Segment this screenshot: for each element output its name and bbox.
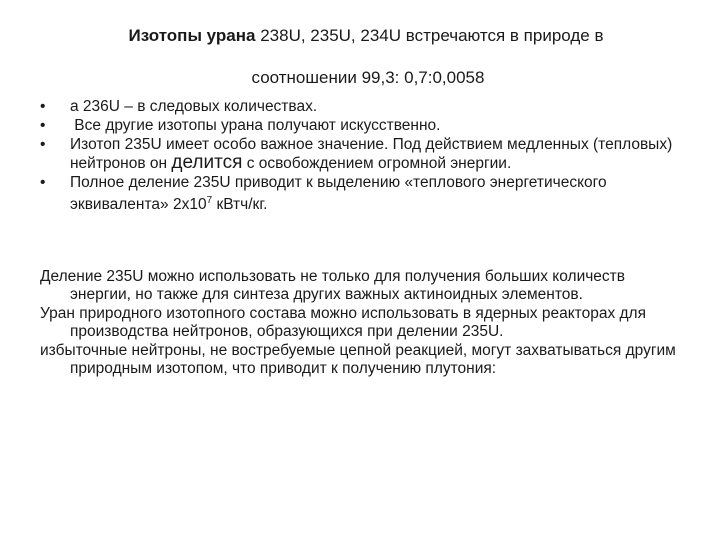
paragraph-natural-uranium: Уран природного изотопного состава можно использовать в ядерных реакторах для производства нейтронов, образующихся при делении 235U. bbox=[40, 305, 646, 340]
bullet-text-before: Полное деление 235U приводит к выделению «теплового энергетического эквивалента» 2х10 bbox=[70, 174, 607, 213]
paragraph-excess-neutrons: избыточные нейтроны, не востребуемые цепной реакцией, могут захватываться другим природным изотопом, что приводит к получению плутония: bbox=[40, 342, 676, 377]
bullet-marker: • bbox=[40, 117, 46, 134]
bullet-text-before: Изотоп 235U имеет особо важное значение. Под действием медленных (тепловых) нейтронов он bbox=[70, 136, 673, 172]
bullet-item bbox=[40, 136, 680, 173]
bullet-marker: • bbox=[40, 98, 46, 115]
slide-title-line-1 bbox=[0, 26, 720, 46]
bullet-item bbox=[40, 98, 680, 116]
bullet-list bbox=[40, 98, 680, 215]
bullet-item bbox=[40, 174, 680, 214]
slide-title-line-2: соотношении 99,3: 0,7:0,0058 bbox=[251, 68, 485, 87]
bullet-item bbox=[40, 117, 680, 135]
title-bold-part: Изотопы урана bbox=[128, 26, 256, 45]
bullet-text-after: кВтч/кг. bbox=[212, 196, 268, 213]
bullet-marker: • bbox=[40, 174, 46, 191]
bullet-marker: • bbox=[40, 136, 46, 153]
bullet-text-after: с освобождением огромной энергии. bbox=[242, 155, 512, 172]
paragraph-fission-use: Деление 235U можно использовать не только для получения больших количеств энергии, но также для синтеза других важных актиноидных элементов. bbox=[40, 268, 626, 303]
superscript-exponent: 7 bbox=[206, 195, 213, 206]
bullet-text: Все другие изотопы урана получают искусственно. bbox=[70, 117, 441, 134]
body-paragraphs bbox=[40, 268, 690, 379]
bullet-emphasis: делится bbox=[171, 152, 243, 173]
title-rest-part: 238U, 235U, 234U встречаются в природе в bbox=[255, 26, 604, 45]
bullet-text: а 236U – в следовых количествах. bbox=[70, 98, 318, 115]
